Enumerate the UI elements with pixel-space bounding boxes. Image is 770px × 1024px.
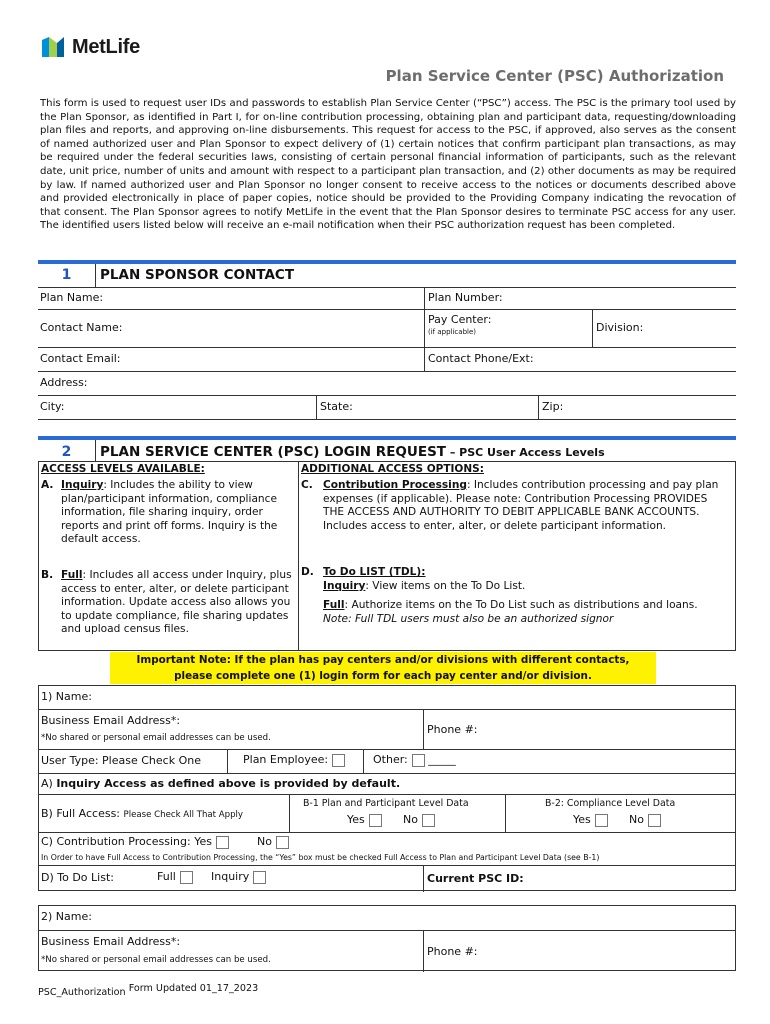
user-1-email-field[interactable]	[39, 710, 423, 749]
brand-name: MetLife	[72, 35, 140, 58]
page-title: Plan Service Center (PSC) Authorization	[385, 67, 724, 85]
b2-no-label: No	[629, 813, 644, 826]
b1-yes-label: Yes	[347, 813, 365, 826]
option-c-contribution	[301, 479, 731, 533]
b1-no-label: No	[403, 813, 418, 826]
contrib-yes-checkbox[interactable]	[216, 836, 229, 849]
option-b-text: : Includes all access under Inquiry, plus access to enter, alter, or delete participant information. Update access also allows you to update compliance, file sharing updates and upload census files.	[61, 569, 292, 636]
user-2-phone-label: Phone #:	[427, 945, 478, 958]
address-field[interactable]	[38, 372, 736, 395]
state-field[interactable]	[318, 396, 538, 419]
user-type-label: User Type: Please Check One	[41, 754, 201, 767]
zip-field[interactable]	[540, 396, 565, 419]
state-label: State:	[320, 400, 353, 413]
option-d-full: Full	[323, 599, 345, 612]
user-1-contribution-row	[39, 832, 735, 865]
pay-center-label: Pay Center:	[428, 313, 492, 326]
contrib-no-option	[257, 835, 289, 849]
option-d-inquiry-text: : View items on the To Do List.	[365, 579, 526, 592]
access-levels-table	[38, 461, 736, 651]
user-1-full-access-row	[39, 794, 735, 832]
full-access-label	[41, 807, 243, 820]
city-label: City:	[40, 400, 65, 413]
todo-inquiry-label: Inquiry	[211, 870, 250, 883]
user-1-email-label: Business Email Address*:	[41, 714, 181, 727]
todo-label: D) To Do List:	[41, 871, 114, 884]
section-2-title-main: PLAN SERVICE CENTER (PSC) LOGIN REQUEST	[100, 444, 447, 460]
city-field[interactable]	[38, 396, 316, 419]
user-1-email-row	[39, 709, 735, 749]
other-label: Other:	[373, 753, 408, 766]
b1-no-option	[403, 813, 435, 827]
b1-no-checkbox[interactable]	[422, 814, 435, 827]
b2-label: B-2: Compliance Level Data	[545, 798, 676, 809]
row-city	[38, 395, 736, 420]
option-d-todo	[301, 566, 731, 626]
contrib-no-label: No	[257, 835, 272, 848]
address-label: Address:	[40, 376, 88, 389]
contact-email-field[interactable]	[38, 348, 424, 371]
section-2-number: 2	[38, 440, 96, 462]
contact-phone-label: Contact Phone/Ext:	[428, 352, 534, 365]
pay-center-field[interactable]	[426, 310, 590, 347]
option-b-letter: B.	[41, 569, 54, 581]
user-2-name-field[interactable]	[39, 906, 735, 930]
option-c-letter: C.	[301, 479, 313, 491]
b1-yes-checkbox[interactable]	[369, 814, 382, 827]
user-1-todo-row	[39, 865, 735, 892]
user-2-email-note: *No shared or personal email addresses can be used.	[41, 955, 271, 965]
option-d-letter: D.	[301, 566, 314, 578]
current-psc-id-label: Current PSC ID:	[427, 872, 524, 885]
section-2-title	[96, 440, 605, 462]
user-1-type-row	[39, 749, 735, 773]
section-1-number: 1	[38, 264, 96, 287]
plan-employee-option	[243, 753, 345, 767]
division-field[interactable]	[594, 310, 645, 347]
user-2-form	[38, 905, 736, 971]
user-2-phone-field[interactable]	[425, 931, 735, 972]
b2-yes-label: Yes	[573, 813, 591, 826]
option-d-inquiry: Inquiry	[323, 579, 366, 592]
user-1-name-label: 1) Name:	[41, 690, 92, 703]
plan-number-field[interactable]	[426, 288, 505, 309]
additional-options-heading: ADDITIONAL ACCESS OPTIONS:	[301, 463, 484, 475]
option-c-name: Contribution Processing	[323, 479, 467, 491]
contact-email-label: Contact Email:	[40, 352, 121, 365]
user-1-form	[38, 685, 736, 891]
user-2-email-field[interactable]	[39, 931, 423, 972]
contrib-yes-option	[41, 835, 229, 849]
option-a-text: : Includes the ability to view plan/participant information, compliance information, file sharing inquiry, order reports and print off forms. Inquiry is the default access.	[61, 479, 278, 546]
option-a-name: Inquiry	[61, 479, 104, 491]
inquiry-default-prefix: A)	[41, 777, 57, 790]
other-option	[373, 753, 456, 767]
important-note-line-1: Important Note: If the plan has pay centers and/or divisions with different contacts,	[110, 652, 656, 668]
todo-full-checkbox[interactable]	[180, 871, 193, 884]
section-2-header	[38, 436, 736, 462]
access-levels-heading: ACCESS LEVELS AVAILABLE:	[41, 463, 205, 475]
b1-label: B-1 Plan and Participant Level Data	[303, 798, 469, 809]
section-2-subtitle: – PSC User Access Levels	[446, 446, 605, 459]
b2-no-option	[629, 813, 661, 827]
pay-center-note: (if applicable)	[428, 328, 476, 336]
row-address	[38, 371, 736, 395]
full-access-text: B) Full Access:	[41, 807, 121, 820]
row-plan-name	[38, 287, 736, 309]
b1-yes-option	[347, 813, 382, 827]
user-1-phone-field[interactable]	[425, 710, 735, 749]
footer-form-id: PSC_Authorization	[38, 987, 126, 998]
row-contact-name	[38, 309, 736, 347]
option-d-note: Note: Full TDL users must also be an authorized signor	[323, 612, 614, 625]
other-checkbox[interactable]	[412, 754, 425, 767]
user-2-name-label: 2) Name:	[41, 910, 92, 923]
contact-name-field[interactable]	[38, 310, 424, 347]
zip-label: Zip:	[542, 400, 564, 413]
b2-no-checkbox[interactable]	[648, 814, 661, 827]
contrib-label: C) Contribution Processing: Yes	[41, 835, 212, 848]
option-b-name: Full	[61, 569, 83, 581]
todo-inquiry-option	[211, 870, 266, 884]
user-1-phone-label: Phone #:	[427, 723, 478, 736]
user-2-email-label: Business Email Address*:	[41, 935, 181, 948]
plan-employee-checkbox[interactable]	[332, 754, 345, 767]
row-contact-email	[38, 347, 736, 371]
b2-yes-option	[573, 813, 608, 827]
todo-full-option	[157, 870, 193, 884]
section-1-header	[38, 260, 736, 287]
other-blank[interactable]: _____	[428, 753, 456, 766]
plan-employee-label: Plan Employee:	[243, 753, 329, 766]
inquiry-default-text	[41, 777, 400, 790]
option-a-letter: A.	[41, 479, 54, 491]
contact-name-label: Contact Name:	[40, 321, 123, 334]
option-b-full	[41, 569, 293, 637]
metlife-logo	[40, 35, 140, 59]
option-c-text: : Includes contribution processing and pay plan expenses (if applicable). Please note: Contribution Processing PROVIDES THE ACCESS AND AUTHORITY TO DEBIT APPLICABLE BANK ACCOUNTS. Includes access to enter, alter, or delete participant information.	[323, 479, 719, 532]
user-1-name-field[interactable]	[39, 686, 735, 709]
todo-full-label: Full	[157, 870, 176, 883]
form-footer	[38, 983, 259, 998]
inquiry-default-bold: Inquiry Access as defined above is provided by default.	[56, 777, 401, 790]
b2-yes-checkbox[interactable]	[595, 814, 608, 827]
plan-name-field[interactable]	[38, 288, 424, 309]
section-1-title: PLAN SPONSOR CONTACT	[100, 267, 295, 283]
todo-inquiry-checkbox[interactable]	[253, 871, 266, 884]
check-all-note: Please Check All That Apply	[123, 810, 244, 820]
user-2-email-row	[39, 930, 735, 972]
contact-phone-field[interactable]	[426, 348, 536, 371]
intro-paragraph: This form is used to request user IDs and passwords to establish Plan Service Center (“PSC”) access. The PSC is the primary tool used by the Plan Sponsor, as identified in Part I, for on-line contribution processing, obtaining plan and participant data, requesting/downloading plan files and reports, and approving on-line disbursements. This request for access to the PSC, if approved, also serves as the consent of named authorized user and Plan Sponsor to expect delivery of (1) certain notices that confirm participant plan transactions, as may be required under the federal securities laws, consisting of certain personal financial information of participants, such as the relevant date, unit price, number of units and amount with respect to a participant plan transaction, and (2) other documents as may be required by law. If named authorized user and Plan Sponsor no longer consent to receive access to the notices or documents described above and provided electronically in place of paper copies, notice should be provided to the Providing Company indicating the revocation of that consent. The Plan Sponsor agrees to notify MetLife in the event that the Plan Sponsor desires to terminate PSC access for any user. The identified users listed below will receive an e-mail notification when their PSC authorization request has been completed.	[40, 98, 736, 232]
plan-name-label: Plan Name:	[40, 291, 104, 304]
contrib-note: In Order to have Full Access to Contribution Processing, the “Yes” box must be checked Full Access to Plan and Participant Level Data (see B-1)	[41, 853, 600, 862]
user-1-email-note: *No shared or personal email addresses can be used.	[41, 733, 271, 743]
important-note-line-2: please complete one (1) login form for each pay center and/or division.	[110, 668, 656, 684]
user-1-inquiry-row	[39, 773, 735, 794]
option-d-name: To Do LIST (TDL):	[323, 566, 426, 578]
footer-updated: Form Updated 01_17_2023	[128, 983, 259, 994]
option-a-inquiry	[41, 479, 293, 547]
metlife-logo-icon	[40, 35, 66, 59]
division-label: Division:	[596, 321, 644, 334]
option-d-full-text: : Authorize items on the To Do List such as distributions and loans.	[344, 599, 698, 612]
plan-number-label: Plan Number:	[428, 291, 503, 304]
contrib-no-checkbox[interactable]	[276, 836, 289, 849]
